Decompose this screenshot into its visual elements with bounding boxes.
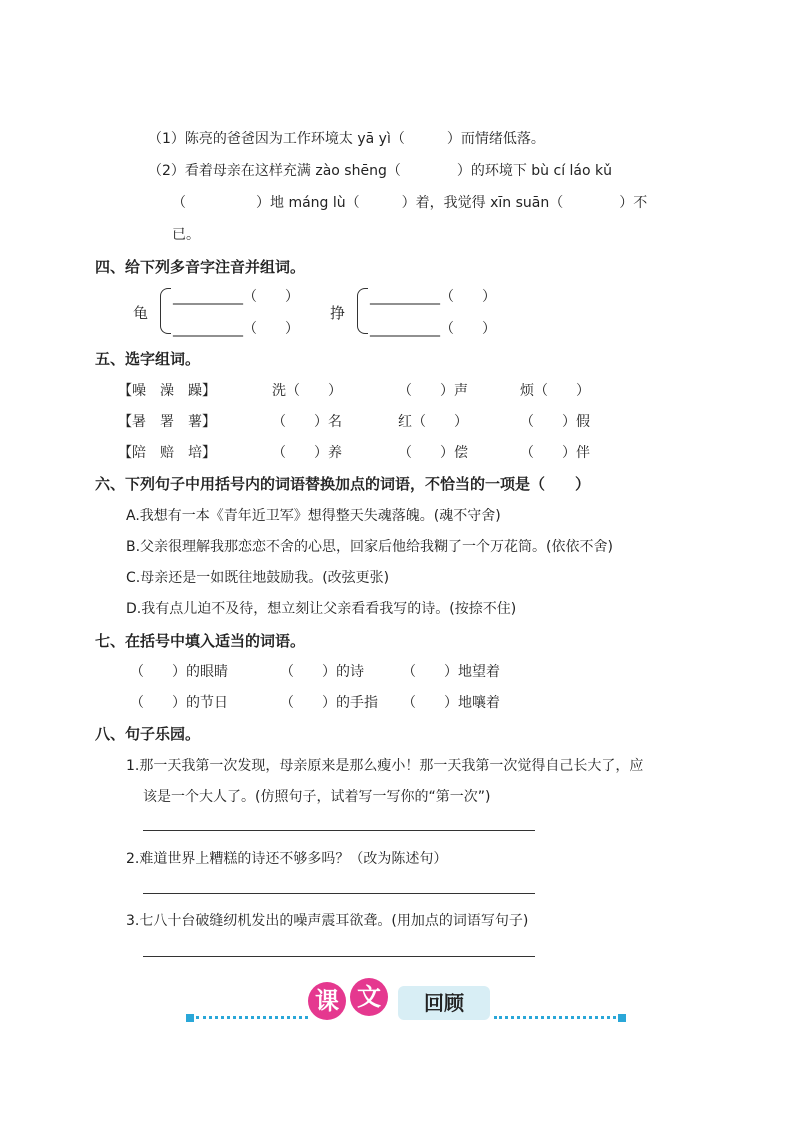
word-blank[interactable]: （ ）偿 — [398, 445, 468, 461]
answer-line-1[interactable] — [143, 830, 535, 831]
banner-char-wen: 文 — [350, 978, 388, 1016]
fill-blank[interactable]: （ ）的手指 — [280, 695, 378, 711]
answer-line-3[interactable] — [143, 956, 535, 957]
option-c[interactable]: C.母亲还是一如既往地鼓励我。(改弦更张) — [126, 570, 390, 586]
char-group-1: 【噪 澡 躁】 — [118, 383, 216, 399]
question-3-1: （1）陈亮的爸爸因为工作环境太 yā yì（ ）而情绪低落。 — [148, 131, 545, 147]
section-8-title: 八、句子乐园。 — [95, 725, 201, 743]
brace-1 — [160, 288, 171, 334]
section-5-title: 五、选字组词。 — [95, 350, 201, 368]
pinyin-blank-1a[interactable]: __________（ ） — [173, 289, 299, 305]
banner-left-square — [186, 1014, 194, 1022]
question-3-2-line2: （ ）地 máng lù（ ）着，我觉得 xīn suān（ ）不 — [172, 195, 648, 211]
word-blank[interactable]: （ ）名 — [272, 414, 342, 430]
banner-char-ke: 课 — [308, 982, 346, 1020]
option-d[interactable]: D.我有点儿迫不及待，想立刻让父亲看看我写的诗。(按捺不住) — [126, 601, 517, 617]
sentence-task-2: 2.难道世界上糟糕的诗还不够多吗？（改为陈述句） — [126, 851, 448, 867]
banner-right-square — [618, 1014, 626, 1022]
option-a[interactable]: A.我想有一本《青年近卫军》想得整天失魂落魄。(魂不守舍) — [126, 508, 501, 524]
word-blank[interactable]: （ ）声 — [398, 383, 468, 399]
section-7-title: 七、在括号中填入适当的词语。 — [95, 632, 306, 650]
sentence-task-1-line2: 该是一个大人了。(仿照句子，试着写一写你的“第一次”) — [143, 789, 491, 805]
polyphone-char-1: 龟 — [133, 304, 149, 322]
fill-blank[interactable]: （ ）地嚷着 — [402, 695, 500, 711]
word-blank[interactable]: 洗（ ） — [272, 383, 342, 399]
section-6-title: 六、下列句子中用括号内的词语替换加点的词语，不恰当的一项是（ ） — [95, 475, 591, 493]
section-4-title: 四、给下列多音字注音并组词。 — [95, 258, 306, 276]
option-b[interactable]: B.父亲很理解我那恋恋不舍的心思，回家后他给我糊了一个万花筒。(依依不舍) — [126, 539, 613, 555]
word-blank[interactable]: 红（ ） — [398, 414, 468, 430]
sentence-task-3: 3.七八十台破缝纫机发出的噪声震耳欲聋。(用加点的词语写句子) — [126, 913, 529, 929]
sentence-task-1-line1: 1.那一天我第一次发现，母亲原来是那么瘦小！那一天我第一次觉得自己长大了，应 — [126, 758, 644, 774]
fill-blank[interactable]: （ ）的诗 — [280, 664, 364, 680]
pinyin-blank-2b[interactable]: __________（ ） — [370, 321, 496, 337]
pinyin-blank-2a[interactable]: __________（ ） — [370, 289, 496, 305]
polyphone-char-2: 挣 — [330, 304, 346, 322]
word-blank[interactable]: （ ）养 — [272, 445, 342, 461]
banner-right-dotted-line — [494, 1016, 616, 1019]
fill-blank[interactable]: （ ）的眼睛 — [130, 664, 228, 680]
question-3-2-line3: 已。 — [172, 227, 200, 243]
question-3-2-line1: （2）看着母亲在这样充满 zào shēng（ ）的环境下 bù cí láo kǔ — [148, 163, 613, 179]
char-group-3: 【陪 赔 培】 — [118, 445, 216, 461]
word-blank[interactable]: （ ）伴 — [520, 445, 590, 461]
word-blank[interactable]: （ ）假 — [520, 414, 590, 430]
fill-blank[interactable]: （ ）地望着 — [402, 664, 500, 680]
char-group-2: 【暑 署 薯】 — [118, 414, 216, 430]
pinyin-blank-1b[interactable]: __________（ ） — [173, 321, 299, 337]
banner-left-dotted-line — [196, 1016, 308, 1019]
banner-review-label: 回顾 — [398, 986, 490, 1020]
fill-blank[interactable]: （ ）的节日 — [130, 695, 228, 711]
answer-line-2[interactable] — [143, 893, 535, 894]
brace-2 — [357, 288, 368, 334]
word-blank[interactable]: 烦（ ） — [520, 383, 590, 399]
